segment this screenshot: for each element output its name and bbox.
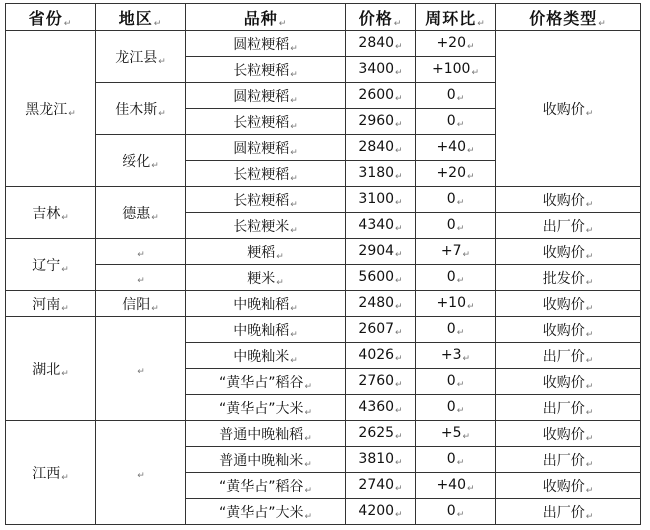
price-type-cell-text: 收购价	[542, 101, 585, 118]
change-cell-text: +40	[436, 139, 466, 155]
paragraph-mark-icon: ↵	[462, 250, 471, 260]
paragraph-mark-icon: ↵	[456, 406, 465, 416]
price-type-cell-text: 收购价	[542, 244, 585, 261]
price-type-cell	[496, 291, 641, 317]
price-type-cell	[496, 499, 641, 525]
paragraph-mark-icon: ↵	[395, 458, 403, 468]
change-cell-text: +20	[436, 35, 466, 51]
change-cell-text: +40	[436, 477, 466, 493]
variety-cell-text: 长粒粳稻	[233, 62, 290, 79]
paragraph-mark-icon: ↵	[290, 303, 298, 314]
change-cell	[416, 395, 496, 421]
price-cell	[346, 499, 416, 525]
paragraph-mark-icon: ↵	[68, 108, 76, 119]
change-cell	[416, 499, 496, 525]
paragraph-mark-icon: ↵	[395, 224, 403, 234]
paragraph-mark-icon: ↵	[137, 471, 145, 481]
price-type-cell	[496, 421, 641, 447]
region-cell	[96, 317, 186, 421]
price-type-cell-text: 出厂价	[542, 504, 585, 521]
price-type-cell-text: 出厂价	[542, 400, 585, 417]
price-cell	[346, 109, 416, 135]
change-cell	[416, 239, 496, 265]
change-cell	[416, 343, 496, 369]
region-cell	[96, 135, 186, 187]
price-cell	[346, 239, 416, 265]
price-table-container	[5, 3, 641, 525]
paragraph-mark-icon: ↵	[290, 225, 298, 236]
change-cell-text: 0	[446, 373, 456, 389]
paragraph-mark-icon: ↵	[290, 69, 298, 80]
price-cell	[346, 57, 416, 83]
variety-cell	[186, 499, 346, 525]
header-province: 省份↵	[6, 4, 96, 31]
region-cell	[96, 31, 186, 83]
paragraph-mark-icon: ↵	[395, 120, 403, 130]
variety-cell	[186, 421, 346, 447]
change-cell-text: 0	[446, 451, 456, 467]
paragraph-mark-icon: ↵	[304, 511, 313, 522]
price-cell-text: 2904	[358, 243, 395, 259]
variety-cell	[186, 83, 346, 109]
variety-cell-text: 粳稻	[247, 244, 276, 261]
variety-cell-text: “黄华占”稻谷	[218, 374, 304, 391]
region-cell	[96, 187, 186, 239]
change-cell	[416, 187, 496, 213]
paragraph-mark-icon: ↵	[585, 277, 594, 288]
price-cell	[346, 369, 416, 395]
change-cell-text: 0	[446, 399, 456, 415]
price-cell	[346, 187, 416, 213]
price-type-cell-text: 批发价	[542, 270, 585, 287]
price-type-cell	[496, 473, 641, 499]
paragraph-mark-icon: ↵	[585, 329, 594, 340]
price-type-cell-text: 收购价	[542, 296, 585, 313]
paragraph-mark-icon: ↵	[585, 511, 594, 522]
paragraph-mark-icon: ↵	[395, 68, 403, 78]
change-cell	[416, 447, 496, 473]
header-row	[6, 4, 641, 31]
paragraph-mark-icon: ↵	[585, 381, 594, 392]
province-cell-text: 吉林	[32, 205, 61, 222]
region-cell-text: 佳木斯	[115, 101, 158, 118]
paragraph-mark-icon: ↵	[137, 250, 145, 260]
table-row	[6, 265, 641, 291]
price-cell-text: 5600	[358, 269, 395, 285]
paragraph-mark-icon: ↵	[290, 173, 298, 184]
price-cell-text: 4026	[358, 347, 395, 363]
variety-cell-text: 圆粒粳稻	[233, 36, 290, 53]
rice-price-table	[5, 3, 641, 525]
price-type-cell	[496, 317, 641, 343]
price-type-cell-text: 收购价	[542, 192, 585, 209]
paragraph-mark-icon: ↵	[585, 433, 594, 444]
variety-cell	[186, 369, 346, 395]
province-cell	[6, 239, 96, 291]
variety-cell	[186, 57, 346, 83]
price-type-cell-text: 收购价	[542, 478, 585, 495]
change-cell-text: +100	[432, 61, 471, 77]
paragraph-mark-icon: ↵	[158, 108, 166, 119]
price-type-cell-text: 收购价	[542, 374, 585, 391]
paragraph-mark-icon: ↵	[395, 250, 403, 260]
price-type-cell	[496, 31, 641, 187]
paragraph-mark-icon: ↵	[304, 381, 313, 392]
price-cell-text: 3400	[358, 61, 395, 77]
price-cell	[346, 291, 416, 317]
price-type-cell-text: 收购价	[542, 426, 585, 443]
variety-cell	[186, 161, 346, 187]
province-cell	[6, 421, 96, 525]
price-cell	[346, 161, 416, 187]
region-cell	[96, 265, 186, 291]
variety-cell-text: 中晚籼米	[233, 348, 290, 365]
variety-cell	[186, 135, 346, 161]
price-type-cell	[496, 265, 641, 291]
header-change: 周环比↵	[416, 4, 496, 31]
paragraph-mark-icon: ↵	[456, 328, 465, 338]
price-type-cell	[496, 395, 641, 421]
paragraph-mark-icon: ↵	[137, 367, 145, 377]
paragraph-mark-icon: ↵	[467, 484, 475, 494]
change-cell-text: +10	[436, 295, 466, 311]
paragraph-mark-icon: ↵	[276, 277, 284, 288]
paragraph-mark-icon: ↵	[456, 380, 465, 390]
variety-cell	[186, 473, 346, 499]
variety-cell-text: 长粒粳稻	[233, 114, 290, 131]
paragraph-mark-icon: ↵	[585, 303, 594, 314]
paragraph-mark-icon: ↵	[456, 224, 465, 234]
price-cell	[346, 395, 416, 421]
paragraph-mark-icon: ↵	[158, 56, 166, 67]
province-cell-text: 湖北	[32, 361, 61, 378]
price-cell-text: 4360	[358, 399, 395, 415]
paragraph-mark-icon: ↵	[395, 484, 403, 494]
change-cell-text: 0	[446, 113, 456, 129]
header-region: 地区↵	[96, 4, 186, 31]
variety-cell	[186, 31, 346, 57]
variety-cell	[186, 317, 346, 343]
change-cell	[416, 213, 496, 239]
variety-cell-text: “黄华占”大米	[218, 400, 304, 417]
paragraph-mark-icon: ↵	[61, 368, 69, 379]
paragraph-mark-icon: ↵	[585, 459, 594, 470]
price-cell-text: 2600	[358, 87, 395, 103]
paragraph-mark-icon: ↵	[467, 172, 475, 182]
change-cell-text: +3	[440, 347, 462, 363]
paragraph-mark-icon: ↵	[304, 407, 313, 418]
table-row	[6, 421, 641, 447]
paragraph-mark-icon: ↵	[467, 146, 475, 156]
header-price: 价格↵	[346, 4, 416, 31]
variety-cell	[186, 395, 346, 421]
paragraph-mark-icon: ↵	[61, 472, 69, 483]
variety-cell-text: 圆粒粳稻	[233, 88, 290, 105]
price-cell-text: 4340	[358, 217, 395, 233]
change-cell	[416, 473, 496, 499]
table-row	[6, 239, 641, 265]
paragraph-mark-icon: ↵	[456, 510, 465, 520]
change-cell-text: 0	[446, 191, 456, 207]
price-type-cell	[496, 369, 641, 395]
price-type-cell-text: 出厂价	[542, 218, 585, 235]
paragraph-mark-icon: ↵	[304, 459, 312, 470]
price-cell	[346, 421, 416, 447]
region-cell-text: 绥化	[122, 153, 151, 170]
province-cell-text: 河南	[32, 296, 61, 313]
table-header	[6, 4, 641, 31]
paragraph-mark-icon: ↵	[467, 42, 475, 52]
paragraph-mark-icon: ↵	[467, 302, 475, 312]
paragraph-mark-icon: ↵	[395, 510, 403, 520]
paragraph-mark-icon: ↵	[304, 433, 312, 444]
variety-cell-text: “黄华占”稻谷	[218, 478, 304, 495]
variety-cell-text: 粳米	[247, 270, 276, 287]
paragraph-mark-icon: ↵	[585, 199, 594, 210]
paragraph-mark-icon: ↵	[151, 212, 159, 223]
change-cell-text: 0	[446, 87, 456, 103]
change-cell	[416, 265, 496, 291]
paragraph-mark-icon: ↵	[395, 302, 403, 312]
variety-cell	[186, 109, 346, 135]
paragraph-mark-icon: ↵	[61, 264, 69, 275]
price-cell-text: 2760	[358, 373, 395, 389]
paragraph-mark-icon: ↵	[61, 303, 69, 314]
region-cell	[96, 291, 186, 317]
table-row	[6, 31, 641, 57]
paragraph-mark-icon: ↵	[395, 198, 403, 208]
header-variety: 品种↵	[186, 4, 346, 31]
change-cell	[416, 135, 496, 161]
price-cell	[346, 213, 416, 239]
table-row	[6, 291, 641, 317]
paragraph-mark-icon: ↵	[290, 355, 298, 366]
change-cell	[416, 291, 496, 317]
paragraph-mark-icon: ↵	[395, 354, 403, 364]
paragraph-mark-icon: ↵	[290, 199, 298, 210]
paragraph-mark-icon: ↵	[585, 251, 594, 262]
change-cell	[416, 317, 496, 343]
change-cell-text: 0	[446, 503, 456, 519]
price-cell	[346, 473, 416, 499]
change-cell-text: +5	[440, 425, 462, 441]
price-cell-text: 4200	[358, 503, 395, 519]
price-type-cell-text: 出厂价	[542, 452, 585, 469]
price-type-cell	[496, 343, 641, 369]
paragraph-mark-icon: ↵	[290, 121, 298, 132]
table-body	[6, 31, 641, 525]
price-cell-text: 3180	[358, 165, 395, 181]
paragraph-mark-icon: ↵	[290, 95, 298, 106]
paragraph-mark-icon: ↵	[585, 108, 594, 119]
region-cell	[96, 83, 186, 135]
change-cell-text: 0	[446, 269, 456, 285]
paragraph-mark-icon: ↵	[395, 406, 403, 416]
paragraph-mark-icon: ↵	[456, 94, 465, 104]
variety-cell-text: 长粒粳米	[233, 218, 290, 235]
paragraph-mark-icon: ↵	[290, 329, 298, 340]
change-cell	[416, 421, 496, 447]
variety-cell-text: 长粒粳稻	[233, 166, 290, 183]
variety-cell	[186, 343, 346, 369]
paragraph-mark-icon: ↵	[585, 225, 594, 236]
province-cell	[6, 317, 96, 421]
region-cell-text: 德惠	[122, 205, 151, 222]
price-cell	[346, 265, 416, 291]
variety-cell-text: 普通中晚籼米	[219, 452, 304, 469]
paragraph-mark-icon: ↵	[456, 198, 465, 208]
change-cell	[416, 57, 496, 83]
price-cell-text: 2840	[358, 35, 395, 51]
paragraph-mark-icon: ↵	[471, 68, 479, 78]
variety-cell	[186, 187, 346, 213]
variety-cell	[186, 265, 346, 291]
paragraph-mark-icon: ↵	[304, 485, 313, 496]
price-type-cell-text: 出厂价	[542, 348, 585, 365]
price-cell	[346, 317, 416, 343]
province-cell-text: 黑龙江	[25, 101, 68, 118]
header-price-type: 价格类型↵	[496, 4, 641, 31]
paragraph-mark-icon: ↵	[290, 147, 298, 158]
variety-cell-text: 普通中晚籼稻	[219, 426, 304, 443]
price-cell-text: 2840	[358, 139, 395, 155]
price-cell	[346, 135, 416, 161]
paragraph-mark-icon: ↵	[456, 458, 465, 468]
region-cell-text: 信阳	[122, 296, 151, 313]
price-type-cell	[496, 239, 641, 265]
paragraph-mark-icon: ↵	[462, 354, 471, 364]
paragraph-mark-icon: ↵	[395, 146, 403, 156]
paragraph-mark-icon: ↵	[151, 160, 159, 171]
paragraph-mark-icon: ↵	[276, 251, 284, 262]
variety-cell	[186, 291, 346, 317]
variety-cell-text: “黄华占”大米	[218, 504, 304, 521]
region-cell-text: 龙江县	[115, 49, 158, 66]
price-cell-text: 2740	[358, 477, 395, 493]
table-row	[6, 317, 641, 343]
change-cell-text: +20	[436, 165, 466, 181]
price-cell	[346, 447, 416, 473]
paragraph-mark-icon: ↵	[585, 355, 594, 366]
paragraph-mark-icon: ↵	[585, 485, 594, 496]
change-cell-text: +7	[440, 243, 462, 259]
paragraph-mark-icon: ↵	[395, 328, 403, 338]
province-cell-text: 辽宁	[32, 257, 61, 274]
paragraph-mark-icon: ↵	[395, 432, 403, 442]
paragraph-mark-icon: ↵	[585, 407, 594, 418]
price-cell	[346, 83, 416, 109]
paragraph-mark-icon: ↵	[395, 94, 403, 104]
price-cell	[346, 343, 416, 369]
change-cell	[416, 161, 496, 187]
price-type-cell	[496, 187, 641, 213]
province-cell	[6, 31, 96, 187]
province-cell	[6, 187, 96, 239]
table-row	[6, 187, 641, 213]
price-cell-text: 3100	[358, 191, 395, 207]
variety-cell-text: 中晚籼稻	[233, 296, 290, 313]
price-cell-text: 2960	[358, 113, 395, 129]
region-cell	[96, 239, 186, 265]
variety-cell	[186, 447, 346, 473]
price-type-cell	[496, 213, 641, 239]
price-cell-text: 2607	[358, 321, 395, 337]
paragraph-mark-icon: ↵	[395, 42, 403, 52]
paragraph-mark-icon: ↵	[395, 276, 403, 286]
paragraph-mark-icon: ↵	[61, 212, 69, 223]
change-cell	[416, 369, 496, 395]
province-cell	[6, 291, 96, 317]
price-cell-text: 2625	[358, 425, 395, 441]
change-cell-text: 0	[446, 217, 456, 233]
price-type-cell-text: 收购价	[542, 322, 585, 339]
variety-cell-text: 长粒粳稻	[233, 192, 290, 209]
change-cell	[416, 109, 496, 135]
paragraph-mark-icon: ↵	[456, 276, 465, 286]
price-cell	[346, 31, 416, 57]
price-type-cell	[496, 447, 641, 473]
paragraph-mark-icon: ↵	[456, 120, 465, 130]
paragraph-mark-icon: ↵	[395, 172, 403, 182]
variety-cell-text: 中晚籼稻	[233, 322, 290, 339]
paragraph-mark-icon: ↵	[151, 303, 159, 314]
variety-cell	[186, 213, 346, 239]
region-cell	[96, 421, 186, 525]
price-cell-text: 3810	[358, 451, 395, 467]
change-cell	[416, 83, 496, 109]
price-cell-text: 2480	[358, 295, 395, 311]
paragraph-mark-icon: ↵	[462, 432, 471, 442]
paragraph-mark-icon: ↵	[395, 380, 403, 390]
province-cell-text: 江西	[32, 465, 61, 482]
change-cell-text: 0	[446, 321, 456, 337]
variety-cell-text: 圆粒粳稻	[233, 140, 290, 157]
paragraph-mark-icon: ↵	[290, 43, 298, 54]
variety-cell	[186, 239, 346, 265]
change-cell	[416, 31, 496, 57]
paragraph-mark-icon: ↵	[137, 276, 145, 286]
